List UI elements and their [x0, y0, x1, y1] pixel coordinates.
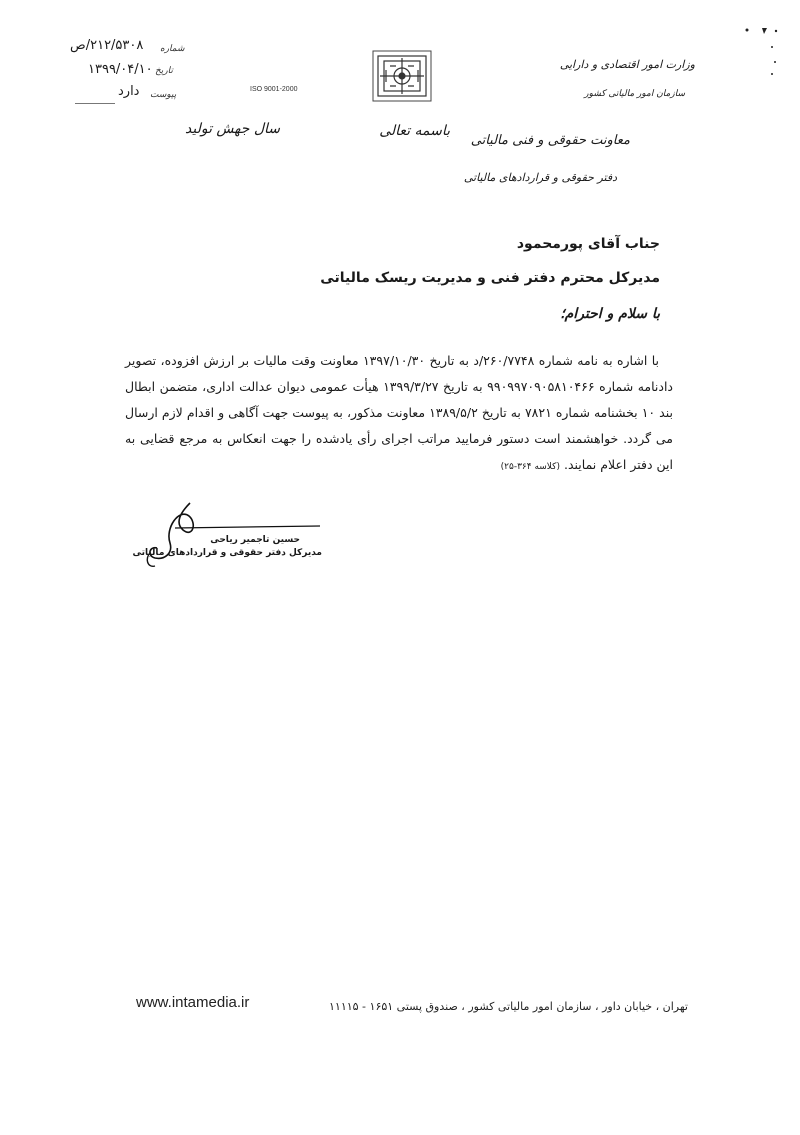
letter-body-text: با اشاره به نامه شماره ۲۶۰/۷۷۴۸/د به تاریخ ۱۳۹۷/۱۰/۳۰ معاونت وقت مالیات بر ارزش افزوده، تصویر دادنامه شماره ۹۹۰۹۹۷۰۹۰۵۸۱۰۴۶۶ به تاریخ ۱۳۹۹/۳/۲۷ هیأت عمومی دیوان عدالت اداری، متضمن ابطال بند ۱۰ بخشنامه شماره ۷۸۲۱ به تاریخ ۱۳۸۹/۵/۲ معاونت مذکور، به پیوست جهت آگاهی و اقدام لازم ارسال می گردد. خواهشمند است دستور فرمایید مراتب اجرای رأی یادشده را جهت انعکاس به مرجع قضایی به این دفتر اعلام نمایند. — [125, 353, 673, 472]
organization-emblem — [372, 50, 432, 102]
signatory-role: مدیرکل دفتر حقوقی و قراردادهای مالیاتی — [132, 548, 322, 558]
letter-number: ۲۱۲/۵۳۰۸/ص — [70, 38, 144, 53]
signatory-name: حسین تاجمیر ریاحی — [210, 535, 300, 545]
recipient-name: جناب آقای پورمحمود — [516, 236, 660, 252]
meta-underline — [75, 103, 115, 104]
letter-date: ۱۳۹۹/۰۴/۱۰ — [88, 62, 153, 77]
letter-attachment-value: دارد — [118, 84, 140, 99]
footer-website: www.intamedia.ir — [136, 994, 250, 1011]
footer-address: تهران ، خیابان داور ، سازمان امور مالیاتی کشور ، صندوق پستی ۱۶۵۱ - ۱۱۱۱۵ — [329, 1000, 688, 1013]
ministry-name: وزارت امور اقتصادی و دارایی — [559, 58, 695, 71]
recipient-title: مدیرکل محترم دفتر فنی و مدیریت ریسک مالیاتی — [320, 270, 660, 286]
iso-certification: ISO 9001-2000 — [250, 86, 298, 93]
letter-body — [125, 348, 673, 480]
organization-name: سازمان امور مالیاتی کشور — [584, 89, 685, 99]
deputy-name: معاونت حقوقی و فنی مالیاتی — [470, 133, 630, 148]
letter-body-reference: (کلاسه ۳۶۴-۲۵) — [500, 462, 560, 472]
greeting: با سلام و احترام؛ — [560, 306, 660, 322]
letter-number-label: شماره — [160, 44, 185, 54]
letter-date-label: تاریخ — [155, 66, 173, 76]
margin-marks — [742, 22, 782, 82]
office-name: دفتر حقوقی و قراردادهای مالیاتی — [463, 171, 617, 184]
year-slogan: سال جهش تولید — [185, 121, 280, 137]
letter-attachment-label: پیوست — [150, 90, 177, 100]
bismillah: باسمه تعالی — [379, 123, 450, 139]
